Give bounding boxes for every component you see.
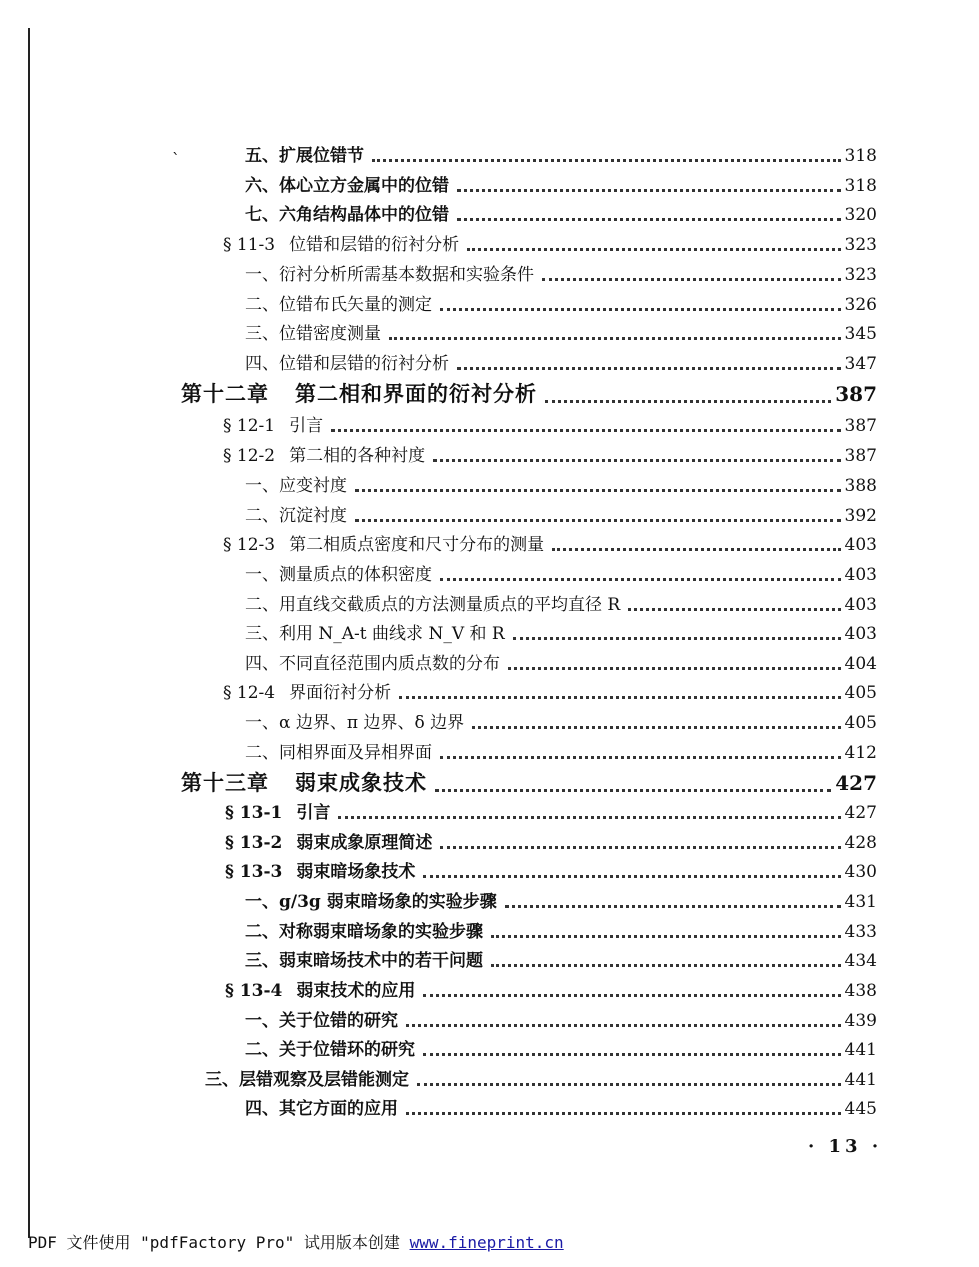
- footer-link[interactable]: www.fineprint.cn: [409, 1233, 564, 1252]
- section-number: § 13-4: [225, 981, 283, 1001]
- toc-entry-title: 二、对称弱束暗场象的实验步骤: [245, 922, 483, 942]
- toc-entry-title: 三、利用 N_A-t 曲线求 N_V 和 R: [245, 624, 505, 644]
- toc-entry[interactable]: [205, 1067, 877, 1093]
- leader-dots: [440, 846, 840, 849]
- toc-entry[interactable]: [245, 1037, 877, 1063]
- toc-entry-title: 一、测量质点的体积密度: [245, 565, 432, 585]
- pdf-footer: [28, 1230, 564, 1253]
- toc-entry-title: 界面衍衬分析: [289, 683, 392, 703]
- leader-dots: [440, 578, 841, 581]
- toc-section-entry[interactable]: [223, 680, 877, 706]
- toc-entry-page: 387: [844, 446, 877, 466]
- leader-dots: [457, 367, 841, 370]
- toc-entry[interactable]: [245, 889, 877, 915]
- leader-dots: [472, 726, 840, 729]
- toc-entry-page: 388: [844, 476, 877, 496]
- leader-dots: [355, 519, 841, 522]
- toc-entry-page: 392: [844, 506, 877, 526]
- leader-dots: [467, 248, 840, 251]
- toc-entry-page: 441: [844, 1070, 877, 1090]
- toc-entry-title: 第二相质点密度和尺寸分布的测量: [289, 535, 545, 555]
- leader-dots: [440, 756, 841, 759]
- toc-entry-title: 二、用直线交截质点的方法测量质点的平均直径 R: [245, 595, 621, 615]
- toc-entry[interactable]: [245, 143, 877, 169]
- section-number: § 13-3: [225, 862, 283, 882]
- toc-entry-title: 二、同相界面及异相界面: [245, 743, 432, 763]
- toc-entry-page: 320: [844, 205, 877, 225]
- toc-entry-title: 三、位错密度测量: [245, 324, 381, 344]
- leader-dots: [505, 905, 841, 908]
- scan-mark: `: [172, 150, 180, 169]
- toc-entry-title: 三、弱束暗场技术中的若干问题: [245, 951, 483, 971]
- leader-dots: [423, 875, 840, 878]
- leader-dots: [628, 608, 840, 611]
- leader-dots: [457, 218, 841, 221]
- chapter-number: 第十三章: [181, 770, 269, 795]
- toc-entry-page: 434: [844, 951, 877, 971]
- section-number: § 12-4: [223, 683, 276, 703]
- leader-dots: [355, 489, 841, 492]
- toc-entry-page: 404: [844, 654, 877, 674]
- toc-entry[interactable]: [245, 710, 877, 736]
- toc-entry[interactable]: [245, 292, 877, 318]
- toc-entry[interactable]: [245, 740, 877, 766]
- toc-entry-title: 一、关于位错的研究: [245, 1011, 398, 1031]
- toc-entry-title: 弱束成象技术: [295, 770, 427, 795]
- section-number: § 12-3: [223, 535, 276, 555]
- section-number: § 12-2: [223, 446, 276, 466]
- leader-dots: [399, 696, 840, 699]
- leader-dots: [542, 278, 841, 281]
- chapter-number: 第十二章: [181, 381, 269, 406]
- leader-dots: [331, 429, 840, 432]
- toc-entry-page: 438: [844, 981, 877, 1001]
- toc-chapter-entry[interactable]: [181, 767, 877, 799]
- toc-section-entry[interactable]: [223, 232, 877, 258]
- toc-entry-page: 318: [844, 176, 877, 196]
- toc-entry-page: 431: [844, 892, 877, 912]
- toc-entry-title: 位错和层错的衍衬分析: [289, 235, 460, 255]
- toc-entry-title: 一、α 边界、π 边界、δ 边界: [245, 713, 465, 733]
- toc-entry-title: 二、关于位错环的研究: [245, 1040, 415, 1060]
- toc-entry[interactable]: [245, 1096, 877, 1122]
- leader-dots: [389, 337, 841, 340]
- section-number: § 13-2: [225, 833, 283, 853]
- toc-entry[interactable]: [245, 592, 877, 618]
- toc-section-entry[interactable]: [225, 830, 877, 856]
- toc-entry-page: 427: [844, 803, 877, 823]
- toc-entry-title: 引言: [296, 803, 331, 823]
- toc-entry-title: 二、沉淀衬度: [245, 506, 347, 526]
- toc-entry[interactable]: [245, 202, 877, 228]
- leader-dots: [406, 1024, 841, 1027]
- toc-entry-title: 一、应变衬度: [245, 476, 347, 496]
- toc-entry[interactable]: [245, 621, 877, 647]
- toc-entry-page: 318: [844, 146, 877, 166]
- toc-entry-title: 弱束暗场象技术: [296, 862, 416, 882]
- toc-entry[interactable]: [245, 321, 877, 347]
- section-number: § 13-1: [225, 803, 283, 823]
- toc-entry[interactable]: [245, 473, 877, 499]
- leader-dots: [508, 667, 841, 670]
- toc-entry-title: 四、不同直径范围内质点数的分布: [245, 654, 500, 674]
- footer-text: PDF 文件使用 "pdfFactory Pro" 试用版本创建: [28, 1233, 410, 1252]
- toc-entry-page: 387: [844, 416, 877, 436]
- toc-entry-page: 412: [844, 743, 877, 763]
- toc-entry-page: 430: [844, 862, 877, 882]
- toc-section-entry[interactable]: [225, 978, 877, 1004]
- toc-entry-page: 428: [844, 833, 877, 853]
- toc-entry-title: 弱束技术的应用: [296, 981, 416, 1001]
- leader-dots: [491, 964, 841, 967]
- toc-entry-page: 441: [844, 1040, 877, 1060]
- section-number: § 12-1: [223, 416, 276, 436]
- toc-entry-title: 六、体心立方金属中的位错: [245, 176, 449, 196]
- toc-entry-page: 445: [844, 1099, 877, 1119]
- toc-entry-page: 323: [844, 235, 877, 255]
- leader-dots: [423, 994, 840, 997]
- page-number: · 13 ·: [808, 1136, 883, 1157]
- leader-dots: [423, 1053, 841, 1056]
- toc-entry[interactable]: [245, 173, 877, 199]
- toc-entry-title: 四、位错和层错的衍衬分析: [245, 354, 449, 374]
- toc-entry[interactable]: [245, 351, 877, 377]
- toc-entry-page: 403: [844, 565, 877, 585]
- leader-dots: [406, 1112, 841, 1115]
- leader-dots: [491, 935, 841, 938]
- toc-entry-page: 403: [844, 624, 877, 644]
- toc-section-entry[interactable]: [225, 859, 877, 885]
- toc-entry-title: 弱束成象原理简述: [296, 833, 433, 853]
- toc-section-entry[interactable]: [223, 413, 877, 439]
- toc-entry-page: 405: [844, 683, 877, 703]
- toc-entry-title: 一、g/3g 弱束暗场象的实验步骤: [245, 892, 497, 912]
- leader-dots: [457, 189, 841, 192]
- leader-dots: [435, 789, 831, 792]
- toc-entry-title: 四、其它方面的应用: [245, 1099, 398, 1119]
- section-number: § 11-3: [223, 235, 276, 255]
- toc-entry[interactable]: [245, 262, 877, 288]
- toc-entry-title: 第二相的各种衬度: [289, 446, 426, 466]
- toc-entry-page: 403: [844, 535, 877, 555]
- toc-entry-title: 第二相和界面的衍衬分析: [295, 381, 537, 406]
- toc-chapter-entry[interactable]: [181, 378, 877, 410]
- toc-entry-page: 326: [844, 295, 877, 315]
- toc-entry[interactable]: [245, 948, 877, 974]
- leader-dots: [433, 459, 840, 462]
- toc-entry[interactable]: [245, 562, 877, 588]
- leader-dots: [338, 816, 840, 819]
- toc-entry-title: 五、扩展位错节: [245, 146, 364, 166]
- toc-entry-page: 347: [844, 354, 877, 374]
- leader-dots: [440, 308, 841, 311]
- toc-entry-title: 二、位错布氏矢量的测定: [245, 295, 432, 315]
- toc-entry-page: 405: [844, 713, 877, 733]
- toc-entry-title: 七、六角结构晶体中的位错: [245, 205, 449, 225]
- toc-section-entry[interactable]: [225, 800, 877, 826]
- toc-entry-title: 一、衍衬分析所需基本数据和实验条件: [245, 265, 534, 285]
- toc-entry-page: 387: [835, 382, 877, 406]
- toc-entry-title: 引言: [289, 416, 324, 436]
- leader-dots: [372, 159, 841, 162]
- toc-entry-page: 439: [844, 1011, 877, 1031]
- toc-entry[interactable]: [245, 1008, 877, 1034]
- leader-dots: [552, 548, 840, 551]
- toc-entry-page: 427: [835, 771, 877, 795]
- leader-dots: [545, 400, 831, 403]
- toc-section-entry[interactable]: [223, 532, 877, 558]
- toc-section-entry[interactable]: [223, 443, 877, 469]
- toc-entry[interactable]: [245, 919, 877, 945]
- toc-entry-page: 323: [844, 265, 877, 285]
- toc-entry-page: 433: [844, 922, 877, 942]
- toc-entry[interactable]: [245, 503, 877, 529]
- leader-dots: [513, 637, 841, 640]
- toc-entry[interactable]: [245, 651, 877, 677]
- leader-dots: [417, 1083, 841, 1086]
- toc-entry-title: 三、层错观察及层错能测定: [205, 1070, 409, 1090]
- toc-entry-page: 403: [844, 595, 877, 615]
- toc-entry-page: 345: [844, 324, 877, 344]
